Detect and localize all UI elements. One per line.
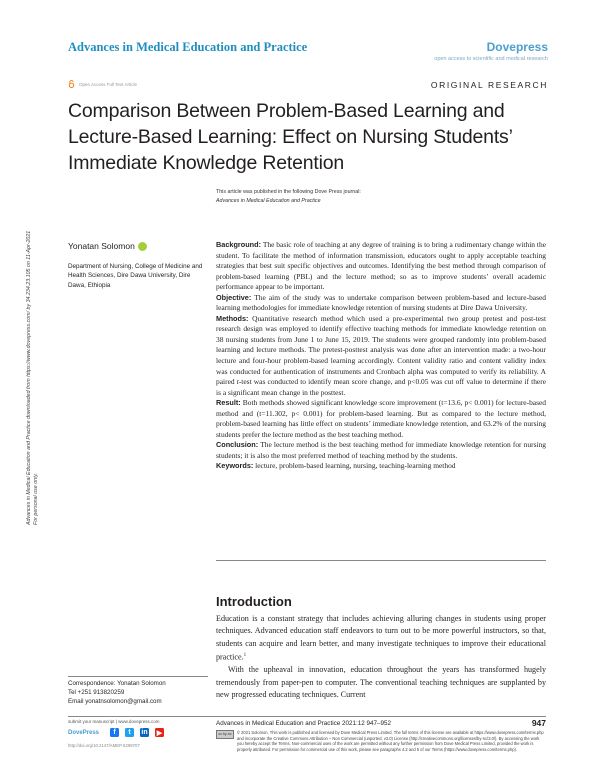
open-access-badge (68, 80, 137, 88)
abstract-methods: Methods: Quantitative research method which used a pre-experimental two group pretest and post-test research design was employed to identify effective teaching methods for immediate knowledge retention on 38 nursing students from June 1 to June 15, 2019. The students were grouped randomly into problem-based learning and lecture methods. The pretest-posttest analysis was done after an intervention made: a two-hour lecture and four-hour problem-based learning accordingly. Content validity ratio and content validity index was conducted for authentication of instruments and Cronbach alpha was computed to verify its reliability. A paired t-test was conducted to identify mean score change, and p<0.05 was cut off value to determine if there is a significant mean change in the posttest. (216, 313, 547, 397)
footer-journal-citation: Advances in Medical Education and Practice 2021:12 947–952 (216, 720, 392, 727)
page-number: 947 (531, 718, 546, 728)
abstract-objective: Objective: The aim of the study was to undertake comparison between problem-based and lecture-based learning methodologies for immediate knowledge retention of nursing students at Dire Dawa University. (216, 292, 547, 313)
publication-note-journal: Advances in Medical Education and Practice (216, 197, 321, 204)
publisher-logo[interactable]: Dovepress (486, 40, 548, 54)
correspondence (68, 680, 208, 706)
doi-link[interactable]: http://doi.org/10.2147/AMEP.S298707 (68, 743, 140, 748)
linkedin-icon[interactable]: in (141, 729, 148, 736)
journal-title: Advances in Medical Education and Practice (68, 40, 308, 54)
author-affiliation: Department of Nursing, College of Medicine and Health Sciences, Dire Dawa University, Dire Dawa, Ethiopia (68, 263, 203, 289)
orcid-icon[interactable] (138, 242, 147, 251)
license-block (216, 730, 546, 752)
license-text: © 2021 Solomon. This work is published and licensed by Dove Medical Press Limited. The full terms of this license are available at https://www.dovepress.com/terms.php and incorporate the Creative Commons Attribution – Non Commercial (unported, v3.0) License (http://creativecommons.org/licenses/by-nc/3.0/). By accessing the work you hereby accept the Terms. Non-commercial uses of the work are permitted without any further permission from Dove Medical Press Limited, provided the work is properly attributed. For permission for commercial use of this work, please see paragraphs 4.2 and 5 of our Terms (https://www.dovepress.com/terms.php). (237, 730, 544, 752)
submit-manuscript-link[interactable]: submit your manuscript | www.dovepress.com (68, 719, 160, 724)
twitter-icon[interactable]: t (125, 728, 134, 737)
citation-link[interactable]: 1 (243, 653, 247, 659)
open-access-label: Open Access Full Text Article (79, 81, 137, 87)
author-block (68, 241, 147, 251)
abstract-keywords: Keywords: lecture, problem-based learning, nursing, teaching-learning method (216, 461, 456, 471)
publication-note-line: This article was published in the following Dove Press journal: (216, 189, 361, 195)
abstract-result: Result: Both methods showed significant knowledge score improvement (t=13.6, p< 0.001) for lecture-based method and (t=11.302, p< 0.001) for problem-based learning. But as compared to the lecture method, problem-based learning has little effect on students’ immediate knowledge retention, and 63.2% of the nursing students prefer the lecture method as the best teaching method. (216, 398, 547, 439)
abstract (216, 240, 546, 472)
author-name: Yonatan Solomon (68, 241, 135, 251)
footer-divider (68, 716, 546, 717)
abstract-background: Background: The basic role of teaching at any degree of training is to bring a rudimentary change within the student. To facilitate the method of information transmission, educators ought to apply acceptable teaching strategies that best suit specific objectives and outcomes. Identifying the best method through comparison of problem-based learning (PBL) and the lecture method; so as to improve students’ overall academic performance appear to be important. (216, 240, 547, 292)
intro-paragraph: Education is a constant strategy that includes achieving alluring changes in students using proper techniques. Advanced education staff endeavors to turn out to be more powerful instructors, so that, students can acquire and learn better, and many investigate techniques to improve their educational practice.$^1$ (216, 614, 546, 662)
result-label: Result: (216, 398, 241, 408)
article-type: ORIGINAL RESEARCH (430, 80, 548, 90)
correspondence-email[interactable]: Email yonatnsolomon@gmail.com (68, 697, 162, 705)
dovepress-logo[interactable]: DovePress (68, 730, 100, 736)
creative-commons-icon[interactable]: cc by-nc (216, 730, 234, 739)
intro-paragraph: With the upheaval in innovation, education throughout the years has transformed hugely tremendously from paper-pen to computer. The conventional teaching techniques are supplanted by new progressed educating techniques. Current (216, 665, 546, 700)
facebook-icon[interactable]: f (110, 728, 119, 737)
download-note: Advances in Medical Education and Practice downloaded from https://www.dovepress.com/ by 34.234.23.105 on 11-Apr-2021 (26, 230, 32, 525)
youtube-icon[interactable]: ▶ (156, 729, 163, 737)
article-title: Comparison Between Problem-Based Learning and Lecture-Based Learning: Effect on Nursing Students’ Immediate Knowledge Retention (68, 100, 512, 174)
correspondence-divider (68, 676, 208, 677)
introduction-body (216, 613, 546, 702)
background-label: Background: (216, 240, 261, 249)
correspondence-tel: Tel +251 913820259 (68, 688, 125, 696)
publication-note (216, 188, 361, 205)
personal-use-note: For personal use only. (33, 472, 39, 525)
section-heading: Introduction (216, 594, 292, 609)
methods-label: Methods: (216, 313, 249, 323)
open-access-icon (68, 80, 75, 88)
keywords-label: Keywords: (216, 461, 254, 471)
social-links (110, 728, 164, 737)
publisher-tagline: open access to scientific and medical research (434, 56, 548, 62)
correspondence-label: Correspondence: Yonatan Solomon (68, 680, 166, 687)
conclusion-label: Conclusion: (216, 440, 259, 450)
download-watermark (26, 145, 40, 525)
objective-label: Objective: (216, 292, 252, 302)
abstract-conclusion: Conclusion: The lecture method is the best teaching method for immediate knowledge retention for nursing students; it is also the most preferred method of teaching method by the students. (216, 440, 546, 460)
